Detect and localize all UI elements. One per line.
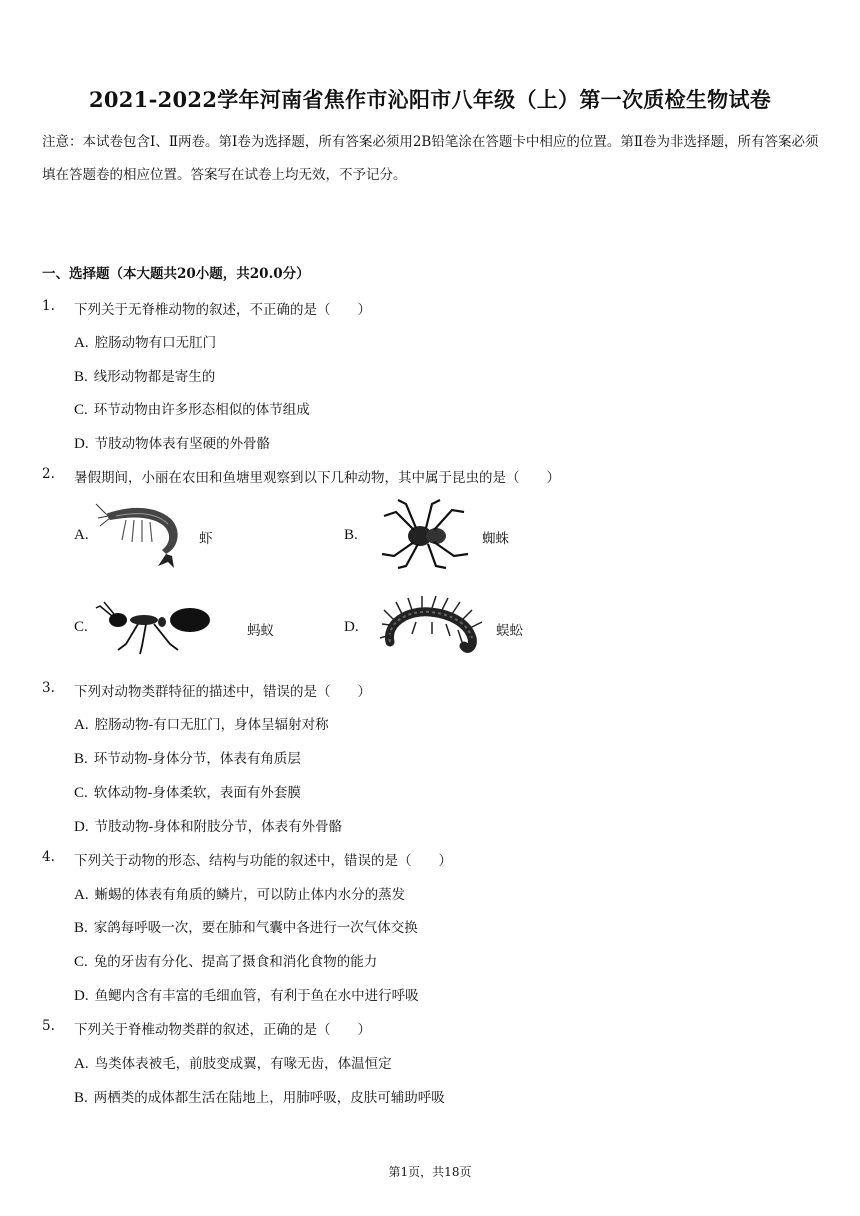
ant-icon [96, 598, 236, 654]
page-title: 2021-2022学年河南省焦作市沁阳市八年级（上）第一次质检生物试卷 [88, 87, 772, 112]
question-text: 下列关于脊椎动物类群的叙述，正确的是（ ） [74, 1022, 371, 1038]
option-5b [74, 1086, 445, 1107]
section-heading: 一、选择题（本大题共20小题，共20.0分） [42, 266, 310, 282]
option-letter: A. [74, 335, 89, 351]
option-text: 腔肠动物-有口无肛门，身体呈辐射对称 [94, 717, 329, 733]
option-text: 软体动物-身体柔软，表面有外套膜 [93, 785, 301, 801]
caption-spider: 蜘蛛 [482, 531, 509, 547]
option-3b [74, 747, 301, 768]
option-4a [74, 883, 405, 904]
option-letter: A. [74, 1056, 89, 1072]
spider-icon [376, 498, 476, 570]
option-1c [74, 398, 310, 419]
centipede-icon [376, 594, 486, 660]
option-4c [74, 950, 377, 971]
option-2c-letter: C. [74, 619, 88, 635]
option-1a [74, 331, 216, 352]
question-text: 下列关于无脊椎动物的叙述，不正确的是（ ） [74, 302, 371, 318]
option-3c [74, 781, 301, 802]
question-text: 下列对动物类群特征的描述中，错误的是（ ） [74, 684, 371, 700]
option-2b-letter: B. [344, 527, 358, 543]
option-4d [74, 984, 419, 1005]
option-letter: A. [74, 887, 89, 903]
option-3d [74, 815, 342, 836]
option-text: 节肢动物体表有坚硬的外骨骼 [94, 436, 271, 452]
notice-text: 注意：本试卷包含Ⅰ、Ⅱ两卷。第Ⅰ卷为选择题，所有答案必须用2B铅笔涂在答题卡中相应的位置。第Ⅱ卷为非选择题，所有答案必须填在答题卷的相应位置。答案写在试卷上均无效，不予记分。 [42, 134, 819, 183]
question-number: 4. [42, 849, 55, 865]
option-letter: B. [74, 1090, 88, 1106]
option-letter: D. [74, 988, 89, 1004]
option-3a [74, 713, 329, 734]
caption-centipede: 蜈蚣 [496, 623, 523, 639]
shrimp-icon [96, 500, 186, 570]
option-letter: C. [74, 402, 88, 418]
option-text: 鸟类体表被毛，前肢变成翼，有喙无齿，体温恒定 [94, 1056, 392, 1072]
option-letter: B. [74, 920, 88, 936]
option-text: 环节动物-身体分节，体表有角质层 [93, 751, 301, 767]
option-text: 兔的牙齿有分化、提高了摄食和消化食物的能力 [93, 954, 378, 970]
option-text: 节肢动物-身体和附肢分节，体表有外骨骼 [94, 819, 343, 835]
option-1b [74, 365, 215, 386]
option-text: 鱼鳃内含有丰富的毛细血管，有利于鱼在水中进行呼吸 [94, 988, 419, 1004]
option-5a [74, 1052, 392, 1073]
question-number: 2. [42, 466, 55, 482]
caption-shrimp: 虾 [199, 531, 213, 547]
option-letter: C. [74, 785, 88, 801]
option-2d-letter: D. [344, 619, 359, 635]
option-2a-letter: A. [74, 527, 89, 543]
question-text: 下列关于动物的形态、结构与功能的叙述中，错误的是（ ） [74, 853, 452, 869]
option-text: 蜥蜴的体表有角质的鳞片，可以防止体内水分的蒸发 [94, 887, 406, 903]
option-letter: B. [74, 369, 88, 385]
option-letter: A. [74, 717, 89, 733]
option-text: 线形动物都是寄生的 [93, 369, 216, 385]
question-number: 5. [42, 1018, 55, 1034]
question-number: 1. [42, 298, 55, 314]
question-number: 3. [42, 680, 55, 696]
option-letter: C. [74, 954, 88, 970]
page-footer: 第1页，共18页 [388, 1165, 472, 1179]
question-text: 暑假期间，小丽在农田和鱼塘里观察到以下几种动物，其中属于昆虫的是（ ） [74, 470, 560, 486]
option-letter: D. [74, 819, 89, 835]
option-1d [74, 432, 270, 453]
option-letter: B. [74, 751, 88, 767]
option-4b [74, 916, 418, 937]
option-text: 腔肠动物有口无肛门 [94, 335, 217, 351]
option-text: 家鸽每呼吸一次，要在肺和气囊中各进行一次气体交换 [93, 920, 418, 936]
option-letter: D. [74, 436, 89, 452]
caption-ant: 蚂蚁 [247, 623, 274, 639]
option-text: 环节动物由许多形态相似的体节组成 [93, 402, 310, 418]
option-text: 两栖类的成体都生活在陆地上，用肺呼吸，皮肤可辅助呼吸 [93, 1090, 445, 1106]
